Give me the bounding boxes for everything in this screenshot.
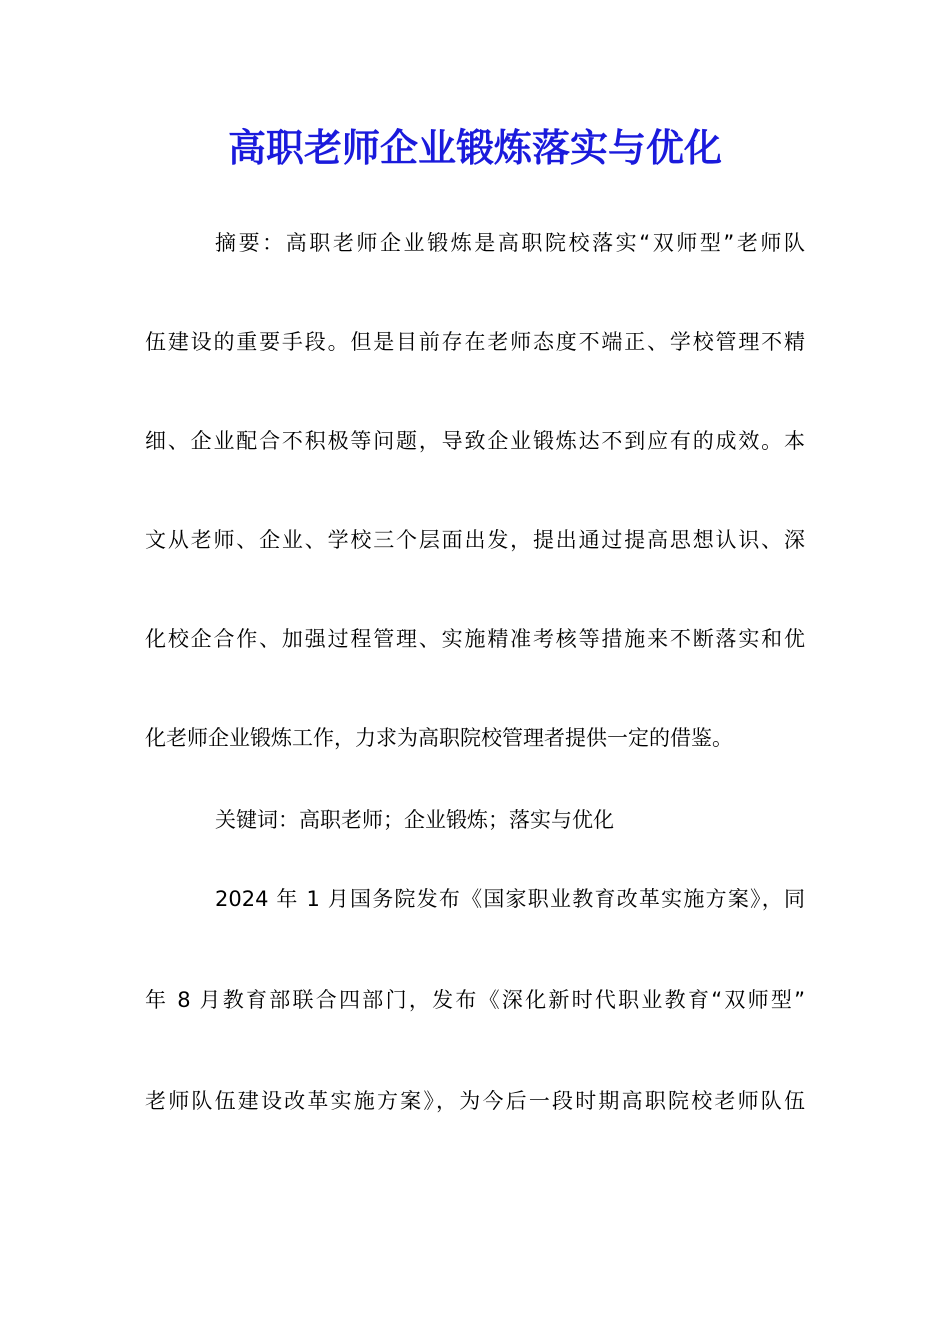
body-line-1: 2024 年 1 月国务院发布《国家职业教育改革实施方案》，同 (215, 887, 805, 911)
body-line-3: 老师队伍建设改革实施方案》，为今后一段时期高职院校老师队伍 (145, 1089, 805, 1113)
abstract-line-3: 细、企业配合不积极等问题，导致企业锻炼达不到应有的成效。本 (145, 429, 805, 453)
abstract-line-2: 伍建设的重要手段。但是目前存在老师态度不端正、学校管理不精 (145, 330, 805, 354)
document-title: 高职老师企业锻炼落实与优化 (227, 125, 722, 170)
abstract-line-6: 化老师企业锻炼工作，力求为高职院校管理者提供一定的借鉴。 (145, 726, 733, 750)
abstract-line-5: 化校企合作、加强过程管理、实施精准考核等措施来不断落实和优 (145, 627, 805, 651)
abstract-line-4: 文从老师、企业、学校三个层面出发，提出通过提高思想认识、深 (145, 528, 805, 552)
body-line-2: 年 8 月教育部联合四部门，发布《深化新时代职业教育“双师型” (145, 988, 805, 1012)
keywords-line: 关键词：高职老师；企业锻炼；落实与优化 (215, 808, 614, 832)
abstract-line-1: 摘要：高职老师企业锻炼是高职院校落实“双师型”老师队 (215, 231, 805, 255)
